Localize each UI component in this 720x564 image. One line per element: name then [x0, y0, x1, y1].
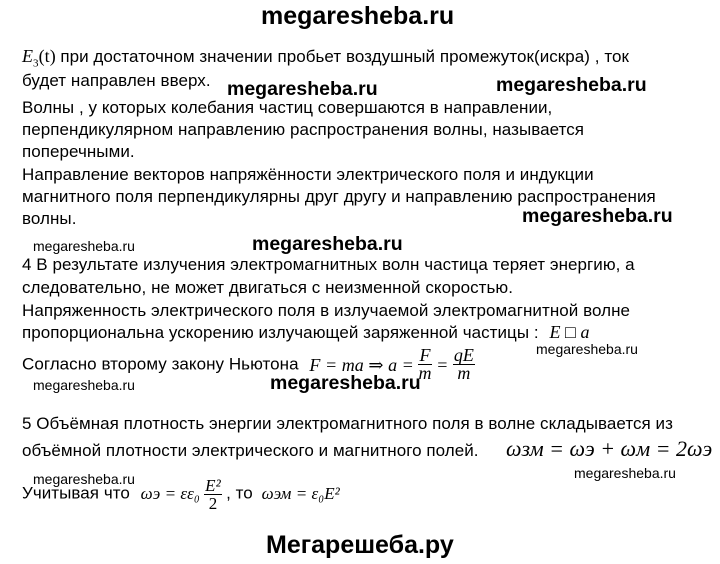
- paragraph-2-line-3: поперечными.: [22, 142, 135, 161]
- watermark-bottom: Мегарешеба.ру: [266, 531, 454, 559]
- watermark-mid-3: megaresheba.ru: [522, 205, 673, 227]
- formula-w-electric: ωэ = εε₀ $\frac{\text{E²}}{2}$: [140, 475, 221, 513]
- watermark-small-3: megaresheba.ru: [33, 377, 135, 393]
- paragraph-2-line-1: Волны , у которых колебания частиц совершаются в направлении,: [22, 98, 553, 117]
- watermark-small-2: megaresheba.ru: [536, 341, 638, 357]
- paragraph-5-line-2: объёмной плотности электрического и магнитного полей.: [22, 441, 479, 460]
- paragraph-4-line-4: пропорциональна ускорению излучающей заряженной частицы : E □ a: [22, 322, 590, 342]
- formula-e-prop-a: E □ a: [549, 322, 590, 342]
- paragraph-1-line-1: $E_3(t)$ при достаточном значении пробьет воздушный промежуток(искра) , ток: [22, 46, 629, 70]
- formula-newton: F = ma ⇒ a = $\frac{F}{m}$ = $\frac{qE}{m}$: [309, 345, 474, 384]
- formula-energy-sum: ωзм = ωэ + ωм = 2ωэ: [506, 436, 713, 461]
- watermark-mid-5: megaresheba.ru: [270, 372, 421, 394]
- watermark-small-1: megaresheba.ru: [33, 238, 135, 254]
- watermark-mid-2: megaresheba.ru: [496, 74, 647, 96]
- paragraph-3-line-3: волны.: [22, 209, 77, 228]
- fraction-qe-over-m: $\frac{qE}{m}$: [453, 345, 474, 384]
- paragraph-4-line-1: 4 В результате излучения электромагнитных волн частица теряет энергию, а: [22, 255, 635, 274]
- newton-line: Согласно второму закону Ньютона F = ma ⇒ a = $\frac{F}{m}$ = $\frac{qE}{m}$: [22, 345, 474, 384]
- paragraph-3-line-2: магнитного поля перпендикулярны друг другу и направлению распространения: [22, 187, 656, 206]
- paragraph-1-line-2: будет направлен вверх.: [22, 71, 211, 90]
- formula-w-em: ωэм = ε₀E²: [261, 483, 340, 503]
- fraction-f-over-m: $\frac{F}{m}$: [418, 345, 432, 384]
- watermark-top: megaresheba.ru: [261, 2, 455, 30]
- watermark-small-5: megaresheba.ru: [574, 465, 676, 481]
- fraction-e2-over-2: $\frac{\text{E²}}{2}$: [205, 475, 221, 513]
- paragraph-5-line-1: 5 Объёмная плотность энергии электромагнитного поля в волне складывается из: [22, 414, 673, 433]
- formula-e3: $E_3(t)$: [22, 46, 56, 70]
- paragraph-4-line-2: следовательно, не может двигаться с неизменной скоростью.: [22, 278, 513, 297]
- paragraph-2-line-2: перпендикулярном направлению распространения волны, называется: [22, 120, 585, 139]
- watermark-mid-4: megaresheba.ru: [252, 233, 403, 255]
- watermark-mid-1: megaresheba.ru: [227, 78, 378, 100]
- consider-line: Учитывая что ωэ = εε₀ $\frac{\text{E²}}{2}$ , то ωэм = ε₀E²: [22, 475, 340, 513]
- paragraph-4-line-3: Напряженность электрического поля в излучаемой электромагнитной волне: [22, 301, 631, 320]
- watermark-small-4: megaresheba.ru: [33, 471, 135, 487]
- paragraph-3-line-1: Направление векторов напряжённости электрического поля и индукции: [22, 165, 594, 184]
